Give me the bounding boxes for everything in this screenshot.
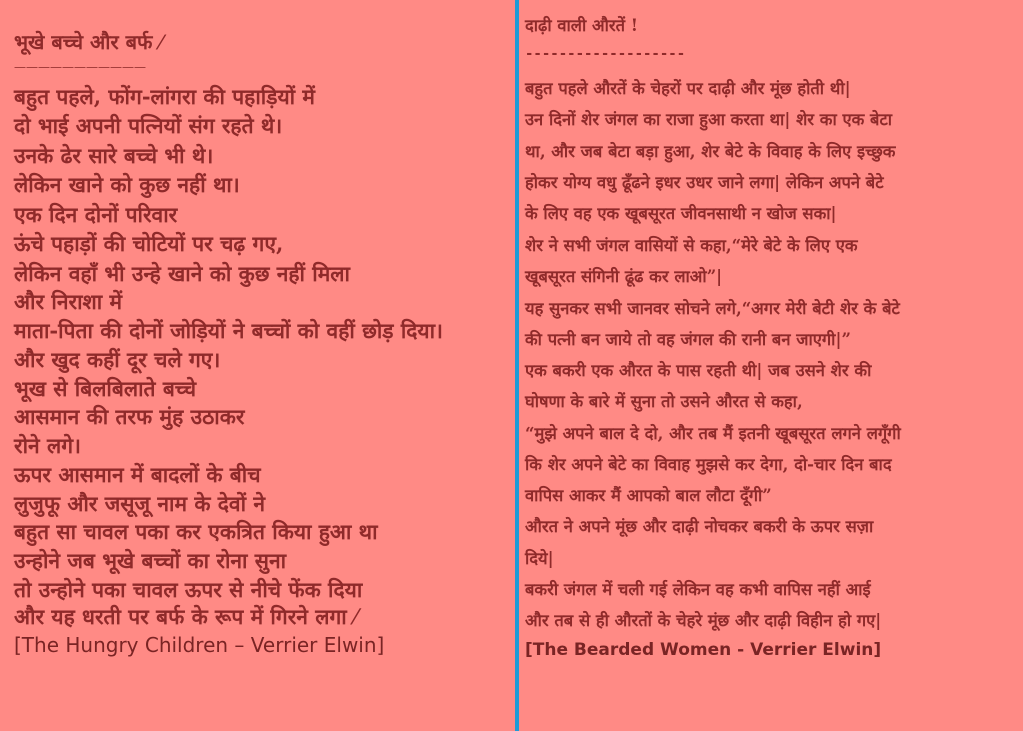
right-story-line: की पत्नी बन जाये तो वह जंगल की रानी बन जाएगी|” bbox=[525, 330, 851, 349]
right-story-line: यह सुनकर सभी जानवर सोचने लगे,“अगर मेरी बेटी शेर के बेटे bbox=[525, 299, 900, 318]
left-story-line: रोने लगे। bbox=[14, 433, 82, 458]
right-story-line: के लिए वह एक खूबसूरत जीवनसाथी न खोज सका| bbox=[525, 204, 837, 223]
left-story-line: और यह धरती पर बर्फ के रूप में गिरने लगा ⁄ bbox=[14, 604, 358, 629]
right-story-line: दिये| bbox=[525, 549, 554, 568]
right-story-line: कि शेर अपने बेटे का विवाह मुझसे कर देगा, दो-चार दिन बाद bbox=[525, 455, 892, 474]
right-story-line: वापिस आकर मैं आपको बाल लौटा दूँगी” bbox=[525, 486, 772, 505]
right-story-title: दाढ़ी वाली औरतें ! bbox=[525, 16, 639, 35]
left-story-line: बहुत सा चावल पका कर एकत्रित किया हुआ था bbox=[14, 519, 378, 544]
right-story-line: “मुझे अपने बाल दे दो, और तब मैं इतनी खूबसूरत लगने लगूँगी bbox=[525, 424, 901, 443]
left-story-line: उन्होने जब भूखे बच्चों का रोना सुना bbox=[14, 548, 287, 573]
left-story-title: भूखे बच्चे और बर्फ ⁄ bbox=[14, 30, 163, 54]
left-title-rule: ——————————— bbox=[14, 60, 146, 74]
left-story-line: लेकिन वहाँ भी उन्हे खाने को कुछ नहीं मिला bbox=[14, 261, 350, 286]
right-story-line: और तब से ही औरतों के चेहरे मूंछ और दाढ़ी विहीन हो गए| bbox=[525, 611, 882, 630]
right-story-line: बकरी जंगल में चली गई लेकिन वह कभी वापिस नहीं आई bbox=[525, 580, 871, 599]
left-story-line: उनके ढेर सारे बच्चे भी थे। bbox=[14, 143, 214, 168]
right-story-line: औरत ने अपने मूंछ और दाढ़ी नोचकर बकरी के ऊपर सज़ा bbox=[525, 517, 874, 536]
left-story-line: माता-पिता की दोनों जोड़ियों ने बच्चों को वहीं छोड़ दिया। bbox=[14, 318, 443, 343]
left-story-citation: [The Hungry Children – Verrier Elwin] bbox=[14, 633, 385, 657]
left-story-line: बहुत पहले, फोंग-लांगरा की पहाड़ियों में bbox=[14, 84, 315, 109]
right-story-line: होकर योग्य वधु ढूँढने इधर उधर जाने लगा| लेकिन अपने बेटे bbox=[525, 173, 884, 192]
left-story-line: लुजुफू और जसूजू नाम के देवों ने bbox=[14, 491, 266, 516]
right-story-line: एक बकरी एक औरत के पास रहती थी| जब उसने शेर की bbox=[525, 361, 872, 380]
right-story-line: शेर ने सभी जंगल वासियों से कहा,“मेरे बेटे के लिए एक bbox=[525, 236, 858, 255]
left-story-line: लेकिन खाने को कुछ नहीं था। bbox=[14, 172, 240, 197]
left-story-line: आसमान की तरफ मुंह उठाकर bbox=[14, 404, 245, 429]
right-story-line: बहुत पहले औरतें के चेहरों पर दाढ़ी और मूंछ होती थी| bbox=[525, 79, 851, 98]
right-title-rule: ------------------- bbox=[525, 46, 686, 62]
left-story-line: तो उन्होने पका चावल ऊपर से नीचे फेंक दिया bbox=[14, 577, 363, 602]
left-story-line: भूख से बिलबिलाते बच्चे bbox=[14, 376, 197, 401]
right-story-line: उन दिनों शेर जंगल का राजा हुआ करता था| शेर का एक बेटा bbox=[525, 110, 893, 129]
right-story-line: घोषणा के बारे में सुना तो उसने औरत से कहा, bbox=[525, 392, 803, 411]
left-story-line: एक दिन दोनों परिवार bbox=[14, 202, 178, 227]
left-story-line: और खुद कहीं दूर चले गए। bbox=[14, 347, 221, 372]
right-story-line: खूबसूरत संगिनी ढूंढ कर लाओ”| bbox=[525, 267, 723, 286]
right-story-citation: [The Bearded Women - Verrier Elwin] bbox=[525, 640, 882, 660]
column-divider bbox=[515, 0, 519, 731]
right-story-line: था, और जब बेटा बड़ा हुआ, शेर बेटे के विवाह के लिए इच्छुक bbox=[525, 142, 896, 161]
left-story-line: ऊपर आसमान में बादलों के बीच bbox=[14, 462, 261, 487]
left-story-line: ऊंचे पहाड़ों की चोटियों पर चढ़ गए, bbox=[14, 231, 284, 256]
left-story-line: और निराशा में bbox=[14, 289, 123, 314]
left-story-line: दो भाई अपनी पत्नियों संग रहते थे। bbox=[14, 113, 283, 138]
